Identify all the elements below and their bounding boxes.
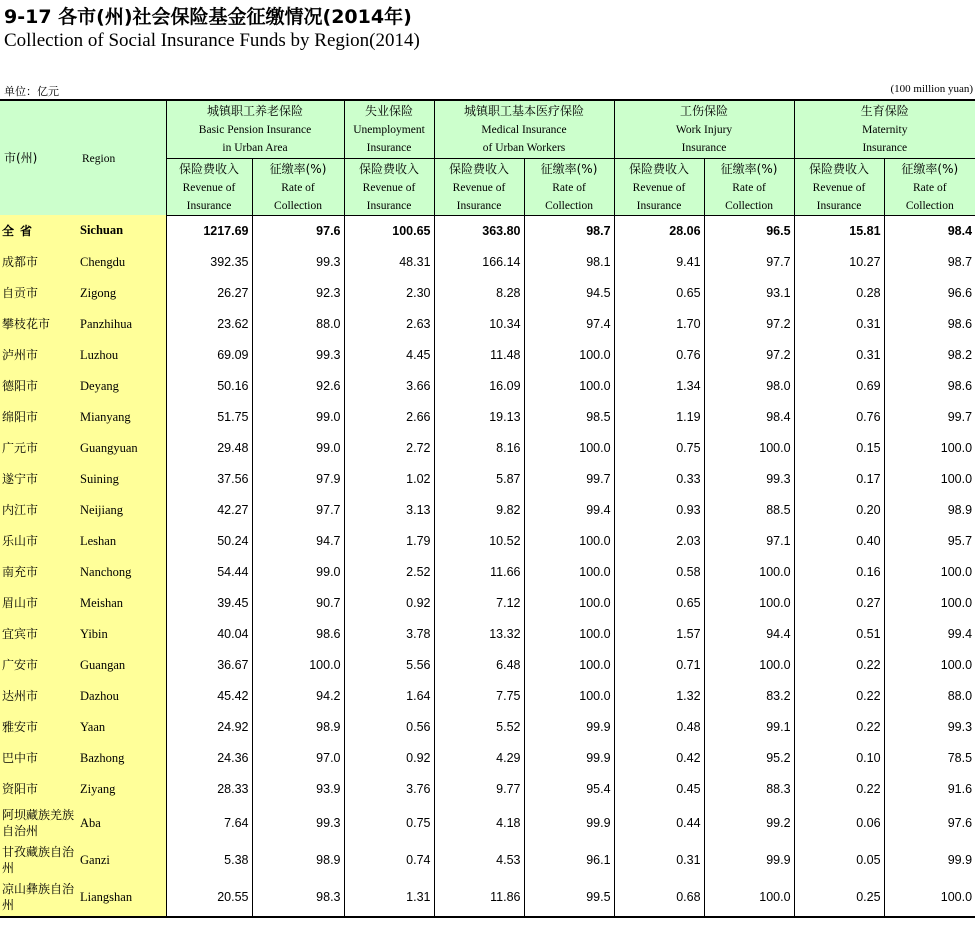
sub-header-revenue: 保险费收入 Revenue of Insurance bbox=[434, 158, 524, 215]
work-injury-rate-cell: 99.9 bbox=[704, 842, 794, 879]
medical-rate-cell: 100.0 bbox=[524, 433, 614, 464]
pension-revenue-cell: 42.27 bbox=[166, 495, 252, 526]
maternity-revenue-cell: 0.40 bbox=[794, 526, 884, 557]
medical-rate-cell: 98.1 bbox=[524, 247, 614, 278]
region-name-en: Chengdu bbox=[78, 247, 166, 278]
region-name-cn: 自贡市 bbox=[0, 278, 78, 309]
region-name-cn: 雅安市 bbox=[0, 712, 78, 743]
table-row bbox=[0, 805, 975, 842]
work-injury-rate-cell: 95.2 bbox=[704, 743, 794, 774]
work-injury-revenue-cell: 0.71 bbox=[614, 650, 704, 681]
unemployment-revenue-cell: 1.64 bbox=[344, 681, 434, 712]
maternity-revenue-cell: 0.20 bbox=[794, 495, 884, 526]
unemployment-revenue-cell: 0.92 bbox=[344, 588, 434, 619]
region-name-cn: 内江市 bbox=[0, 495, 78, 526]
work-injury-rate-cell: 97.1 bbox=[704, 526, 794, 557]
maternity-rate-cell: 99.9 bbox=[947, 853, 973, 867]
pension-revenue-cell: 37.56 bbox=[166, 464, 252, 495]
medical-revenue-cell: 9.82 bbox=[434, 495, 524, 526]
work-injury-rate-cell: 99.2 bbox=[704, 805, 794, 842]
pension-rate-cell: 94.7 bbox=[252, 526, 344, 557]
medical-revenue-cell: 5.87 bbox=[434, 464, 524, 495]
maternity-rate-cell: 100.0 bbox=[940, 596, 973, 610]
table-row bbox=[0, 681, 975, 712]
pension-revenue-cell: 51.75 bbox=[166, 402, 252, 433]
region-name-cn: 达州市 bbox=[0, 681, 78, 712]
maternity-revenue-cell: 0.69 bbox=[794, 371, 884, 402]
medical-revenue-cell: 8.16 bbox=[434, 433, 524, 464]
region-name-cn: 宜宾市 bbox=[0, 619, 78, 650]
table-row bbox=[0, 309, 975, 340]
maternity-rate-cell: 91.6 bbox=[947, 782, 973, 796]
maternity-rate-cell: 98.9 bbox=[947, 503, 973, 517]
pension-revenue-cell: 69.09 bbox=[166, 340, 252, 371]
unemployment-revenue-cell: 3.13 bbox=[344, 495, 434, 526]
work-injury-revenue-cell: 28.06 bbox=[614, 215, 704, 247]
pension-rate-cell: 97.9 bbox=[252, 464, 344, 495]
medical-revenue-cell: 4.18 bbox=[434, 805, 524, 842]
region-name-en: Meishan bbox=[78, 588, 166, 619]
medical-revenue-cell: 11.48 bbox=[434, 340, 524, 371]
medical-revenue-cell: 10.34 bbox=[434, 309, 524, 340]
pension-revenue-cell: 39.45 bbox=[166, 588, 252, 619]
work-injury-revenue-cell: 0.33 bbox=[614, 464, 704, 495]
work-injury-revenue-cell: 0.65 bbox=[614, 588, 704, 619]
pension-rate-cell: 90.7 bbox=[252, 588, 344, 619]
pension-rate-cell: 92.6 bbox=[252, 371, 344, 402]
table-row bbox=[0, 247, 975, 278]
pension-rate-cell: 88.0 bbox=[252, 309, 344, 340]
table-row bbox=[0, 557, 975, 588]
region-name-cn: 资阳市 bbox=[0, 774, 78, 805]
medical-revenue-cell: 6.48 bbox=[434, 650, 524, 681]
pension-rate-cell: 99.3 bbox=[252, 340, 344, 371]
region-name-cn: 全省 bbox=[0, 215, 78, 247]
table-row bbox=[0, 650, 975, 681]
region-name-en: Zigong bbox=[78, 278, 166, 309]
region-name-en: Yibin bbox=[78, 619, 166, 650]
pension-revenue-cell: 40.04 bbox=[166, 619, 252, 650]
work-injury-rate-cell: 96.5 bbox=[704, 215, 794, 247]
medical-rate-cell: 99.9 bbox=[524, 805, 614, 842]
maternity-revenue-cell: 0.25 bbox=[794, 879, 884, 917]
region-name-cn: 阿坝藏族羌族自治州 bbox=[0, 805, 78, 842]
region-name-cn: 南充市 bbox=[0, 557, 78, 588]
medical-rate-cell: 99.4 bbox=[524, 495, 614, 526]
work-injury-revenue-cell: 0.44 bbox=[614, 805, 704, 842]
page-title: 9-17 各市(州)社会保险基金征缴情况(2014年) bbox=[4, 6, 412, 28]
region-name-en: Ganzi bbox=[78, 842, 166, 879]
maternity-revenue-cell: 0.27 bbox=[794, 588, 884, 619]
medical-rate-cell: 95.4 bbox=[524, 774, 614, 805]
region-name-en: Neijiang bbox=[78, 495, 166, 526]
maternity-revenue-cell: 0.06 bbox=[794, 805, 884, 842]
unemployment-revenue-cell: 3.76 bbox=[344, 774, 434, 805]
unemployment-revenue-cell: 5.56 bbox=[344, 650, 434, 681]
medical-rate-cell: 100.0 bbox=[524, 588, 614, 619]
pension-revenue-cell: 50.16 bbox=[166, 371, 252, 402]
medical-rate-cell: 98.5 bbox=[524, 402, 614, 433]
region-name-en: Guangyuan bbox=[78, 433, 166, 464]
region-name-cn: 眉山市 bbox=[0, 588, 78, 619]
region-name-en: Liangshan bbox=[78, 879, 166, 917]
work-injury-rate-cell: 100.0 bbox=[704, 433, 794, 464]
unemployment-revenue-cell: 0.75 bbox=[344, 805, 434, 842]
work-injury-revenue-cell: 9.41 bbox=[614, 247, 704, 278]
work-injury-revenue-cell: 0.93 bbox=[614, 495, 704, 526]
region-name-en: Panzhihua bbox=[78, 309, 166, 340]
maternity-revenue-cell: 0.31 bbox=[794, 309, 884, 340]
maternity-rate-cell: 95.7 bbox=[947, 534, 973, 548]
unemployment-revenue-cell: 0.56 bbox=[344, 712, 434, 743]
table-header bbox=[0, 100, 975, 215]
maternity-rate-cell: 100.0 bbox=[940, 472, 973, 486]
group-header-medical: 城镇职工基本医疗保险 Medical Insurance of Urban Workers bbox=[434, 100, 614, 158]
group-header-work-injury: 工伤保险 Work Injury Insurance bbox=[614, 100, 794, 158]
maternity-revenue-cell: 0.17 bbox=[794, 464, 884, 495]
maternity-rate-cell: 100.0 bbox=[884, 879, 975, 917]
maternity-rate-cell: 99.7 bbox=[947, 410, 973, 424]
unemployment-revenue-cell: 0.74 bbox=[344, 842, 434, 879]
medical-rate-cell: 100.0 bbox=[524, 557, 614, 588]
pension-revenue-cell: 5.38 bbox=[166, 842, 252, 879]
pension-rate-cell: 93.9 bbox=[252, 774, 344, 805]
unemployment-revenue-cell: 2.30 bbox=[344, 278, 434, 309]
maternity-rate-cell: 98.4 bbox=[947, 224, 973, 238]
medical-rate-cell: 100.0 bbox=[524, 681, 614, 712]
sub-header-revenue: 保险费收入 Revenue of Insurance bbox=[166, 158, 252, 215]
pension-rate-cell: 100.0 bbox=[252, 650, 344, 681]
medical-revenue-cell: 4.53 bbox=[434, 842, 524, 879]
work-injury-rate-cell: 100.0 bbox=[704, 879, 794, 917]
work-injury-revenue-cell: 2.03 bbox=[614, 526, 704, 557]
region-name-en: Dazhou bbox=[78, 681, 166, 712]
medical-rate-cell: 100.0 bbox=[524, 650, 614, 681]
medical-revenue-cell: 16.09 bbox=[434, 371, 524, 402]
work-injury-revenue-cell: 0.45 bbox=[614, 774, 704, 805]
pension-rate-cell: 99.0 bbox=[252, 402, 344, 433]
medical-revenue-cell: 5.52 bbox=[434, 712, 524, 743]
pension-revenue-cell: 392.35 bbox=[166, 247, 252, 278]
group-header-pension: 城镇职工养老保险 Basic Pension Insurance in Urban Area bbox=[166, 100, 344, 158]
work-injury-revenue-cell: 1.57 bbox=[614, 619, 704, 650]
work-injury-rate-cell: 97.2 bbox=[704, 309, 794, 340]
pension-revenue-cell: 23.62 bbox=[166, 309, 252, 340]
unit-label-en: (100 million yuan) bbox=[890, 83, 973, 95]
pension-rate-cell: 98.3 bbox=[252, 879, 344, 917]
table-body bbox=[0, 215, 975, 917]
region-name-cn: 广安市 bbox=[0, 650, 78, 681]
pension-rate-cell: 99.0 bbox=[252, 557, 344, 588]
work-injury-rate-cell: 100.0 bbox=[704, 588, 794, 619]
table-row bbox=[0, 879, 975, 917]
medical-rate-cell: 96.1 bbox=[524, 842, 614, 879]
medical-rate-cell: 100.0 bbox=[524, 619, 614, 650]
medical-rate-cell: 98.7 bbox=[524, 215, 614, 247]
maternity-rate-cell: 100.0 bbox=[940, 441, 973, 455]
unit-label: 单位：亿元 bbox=[4, 85, 59, 98]
maternity-revenue-cell: 0.51 bbox=[794, 619, 884, 650]
unemployment-revenue-cell: 0.92 bbox=[344, 743, 434, 774]
unemployment-revenue-cell: 2.63 bbox=[344, 309, 434, 340]
unemployment-revenue-cell: 2.52 bbox=[344, 557, 434, 588]
sub-header-revenue: 保险费收入 Revenue of Insurance bbox=[794, 158, 884, 215]
medical-revenue-cell: 10.52 bbox=[434, 526, 524, 557]
maternity-revenue-cell: 0.15 bbox=[794, 433, 884, 464]
maternity-revenue-cell: 0.28 bbox=[794, 278, 884, 309]
region-name-en: Yaan bbox=[78, 712, 166, 743]
maternity-revenue-cell: 0.16 bbox=[794, 557, 884, 588]
page-subtitle: Collection of Social Insurance Funds by Region(2014) bbox=[4, 30, 420, 51]
maternity-rate-cell: 98.2 bbox=[947, 348, 973, 362]
region-name-en: Sichuan bbox=[78, 215, 166, 247]
work-injury-rate-cell: 97.2 bbox=[704, 340, 794, 371]
sub-header-rate: 征缴率(%) Rate of Collection bbox=[704, 158, 794, 215]
maternity-revenue-cell: 0.22 bbox=[794, 712, 884, 743]
unemployment-revenue-cell: 4.45 bbox=[344, 340, 434, 371]
pension-revenue-cell: 28.33 bbox=[166, 774, 252, 805]
pension-revenue-cell: 36.67 bbox=[166, 650, 252, 681]
table-row bbox=[0, 526, 975, 557]
table-row bbox=[0, 215, 975, 247]
pension-rate-cell: 98.9 bbox=[252, 842, 344, 879]
region-name-en: Suining bbox=[78, 464, 166, 495]
work-injury-revenue-cell: 1.34 bbox=[614, 371, 704, 402]
maternity-revenue-cell: 0.22 bbox=[794, 650, 884, 681]
region-name-cn: 遂宁市 bbox=[0, 464, 78, 495]
region-name-cn: 乐山市 bbox=[0, 526, 78, 557]
medical-revenue-cell: 4.29 bbox=[434, 743, 524, 774]
maternity-revenue-cell: 0.22 bbox=[794, 774, 884, 805]
region-name-cn: 凉山彝族自治州 bbox=[0, 879, 78, 917]
region-name-cn: 泸州市 bbox=[0, 340, 78, 371]
medical-rate-cell: 94.5 bbox=[524, 278, 614, 309]
maternity-revenue-cell: 0.22 bbox=[794, 681, 884, 712]
unemployment-revenue-cell: 3.66 bbox=[344, 371, 434, 402]
table-row bbox=[0, 712, 975, 743]
maternity-rate-cell: 99.3 bbox=[947, 720, 973, 734]
sub-header-rate: 征缴率(%) Rate of Collection bbox=[884, 158, 975, 215]
region-cn-header: 市(州) bbox=[0, 100, 78, 215]
medical-revenue-cell: 9.77 bbox=[434, 774, 524, 805]
work-injury-rate-cell: 88.5 bbox=[704, 495, 794, 526]
work-injury-revenue-cell: 0.58 bbox=[614, 557, 704, 588]
pension-revenue-cell: 29.48 bbox=[166, 433, 252, 464]
work-injury-revenue-cell: 0.42 bbox=[614, 743, 704, 774]
table-row bbox=[0, 464, 975, 495]
work-injury-rate-cell: 94.4 bbox=[704, 619, 794, 650]
table-row bbox=[0, 588, 975, 619]
medical-rate-cell: 99.9 bbox=[524, 743, 614, 774]
unemployment-revenue-cell: 48.31 bbox=[344, 247, 434, 278]
table-row bbox=[0, 278, 975, 309]
medical-revenue-cell: 7.75 bbox=[434, 681, 524, 712]
unemployment-revenue-cell: 100.65 bbox=[344, 215, 434, 247]
work-injury-revenue-cell: 0.65 bbox=[614, 278, 704, 309]
work-injury-rate-cell: 98.4 bbox=[704, 402, 794, 433]
pension-rate-cell: 94.2 bbox=[252, 681, 344, 712]
work-injury-rate-cell: 88.3 bbox=[704, 774, 794, 805]
maternity-rate-cell: 96.6 bbox=[947, 286, 973, 300]
work-injury-revenue-cell: 0.31 bbox=[614, 842, 704, 879]
maternity-rate-cell: 100.0 bbox=[940, 658, 973, 672]
region-name-en: Mianyang bbox=[78, 402, 166, 433]
medical-rate-cell: 100.0 bbox=[524, 526, 614, 557]
group-header-maternity: 生育保险 Maternity Insurance bbox=[794, 100, 975, 158]
maternity-rate-cell: 88.0 bbox=[947, 689, 973, 703]
maternity-rate-cell: 97.6 bbox=[947, 816, 973, 830]
pension-rate-cell: 97.7 bbox=[252, 495, 344, 526]
work-injury-revenue-cell: 1.70 bbox=[614, 309, 704, 340]
medical-revenue-cell: 7.12 bbox=[434, 588, 524, 619]
maternity-revenue-cell: 0.31 bbox=[794, 340, 884, 371]
work-injury-rate-cell: 99.3 bbox=[704, 464, 794, 495]
region-name-en: Guangan bbox=[78, 650, 166, 681]
sub-header-revenue: 保险费收入 Revenue of Insurance bbox=[614, 158, 704, 215]
maternity-rate-cell: 98.7 bbox=[947, 255, 973, 269]
region-name-cn: 德阳市 bbox=[0, 371, 78, 402]
maternity-revenue-cell: 10.27 bbox=[794, 247, 884, 278]
pension-revenue-cell: 50.24 bbox=[166, 526, 252, 557]
region-name-cn: 绵阳市 bbox=[0, 402, 78, 433]
region-name-cn: 广元市 bbox=[0, 433, 78, 464]
maternity-revenue-cell: 0.10 bbox=[794, 743, 884, 774]
group-header-unemployment: 失业保险 Unemployment Insurance bbox=[344, 100, 434, 158]
region-name-en: Nanchong bbox=[78, 557, 166, 588]
medical-rate-cell: 97.4 bbox=[524, 309, 614, 340]
region-name-cn: 成都市 bbox=[0, 247, 78, 278]
region-en-header: Region bbox=[78, 100, 166, 215]
region-name-cn: 巴中市 bbox=[0, 743, 78, 774]
pension-rate-cell: 98.9 bbox=[252, 712, 344, 743]
region-name-cn: 攀枝花市 bbox=[0, 309, 78, 340]
maternity-rate-cell: 78.5 bbox=[947, 751, 973, 765]
pension-revenue-cell: 54.44 bbox=[166, 557, 252, 588]
region-name-en: Aba bbox=[78, 805, 166, 842]
work-injury-rate-cell: 83.2 bbox=[704, 681, 794, 712]
region-name-en: Bazhong bbox=[78, 743, 166, 774]
medical-revenue-cell: 166.14 bbox=[434, 247, 524, 278]
pension-rate-cell: 99.3 bbox=[252, 805, 344, 842]
table-row bbox=[0, 340, 975, 371]
maternity-rate-cell: 99.4 bbox=[947, 627, 973, 641]
sub-header-rate: 征缴率(%) Rate of Collection bbox=[524, 158, 614, 215]
table-row bbox=[0, 371, 975, 402]
unemployment-revenue-cell: 3.78 bbox=[344, 619, 434, 650]
region-name-cn: 甘孜藏族自治州 bbox=[0, 842, 78, 879]
work-injury-rate-cell: 100.0 bbox=[704, 557, 794, 588]
work-injury-rate-cell: 98.0 bbox=[704, 371, 794, 402]
sub-header-revenue: 保险费收入 Revenue of Insurance bbox=[344, 158, 434, 215]
unemployment-revenue-cell: 2.66 bbox=[344, 402, 434, 433]
pension-revenue-cell: 26.27 bbox=[166, 278, 252, 309]
medical-rate-cell: 99.5 bbox=[524, 879, 614, 917]
medical-revenue-cell: 363.80 bbox=[434, 215, 524, 247]
medical-rate-cell: 100.0 bbox=[524, 340, 614, 371]
work-injury-rate-cell: 97.7 bbox=[704, 247, 794, 278]
table-row bbox=[0, 774, 975, 805]
work-injury-revenue-cell: 0.76 bbox=[614, 340, 704, 371]
pension-revenue-cell: 20.55 bbox=[166, 879, 252, 917]
unemployment-revenue-cell: 1.31 bbox=[344, 879, 434, 917]
medical-revenue-cell: 8.28 bbox=[434, 278, 524, 309]
pension-rate-cell: 99.0 bbox=[252, 433, 344, 464]
table-row bbox=[0, 842, 975, 879]
work-injury-rate-cell: 100.0 bbox=[704, 650, 794, 681]
region-name-en: Luzhou bbox=[78, 340, 166, 371]
maternity-revenue-cell: 0.05 bbox=[794, 842, 884, 879]
region-name-en: Ziyang bbox=[78, 774, 166, 805]
maternity-rate-cell: 100.0 bbox=[940, 565, 973, 579]
insurance-table bbox=[0, 99, 975, 918]
pension-revenue-cell: 24.36 bbox=[166, 743, 252, 774]
maternity-rate-cell: 98.6 bbox=[947, 379, 973, 393]
pension-rate-cell: 99.3 bbox=[252, 247, 344, 278]
medical-rate-cell: 99.7 bbox=[524, 464, 614, 495]
pension-revenue-cell: 7.64 bbox=[166, 805, 252, 842]
maternity-revenue-cell: 0.76 bbox=[794, 402, 884, 433]
medical-revenue-cell: 19.13 bbox=[434, 402, 524, 433]
medical-revenue-cell: 11.86 bbox=[434, 879, 524, 917]
pension-revenue-cell: 1217.69 bbox=[166, 215, 252, 247]
region-name-en: Deyang bbox=[78, 371, 166, 402]
work-injury-rate-cell: 93.1 bbox=[704, 278, 794, 309]
work-injury-revenue-cell: 1.32 bbox=[614, 681, 704, 712]
maternity-rate-cell: 98.6 bbox=[947, 317, 973, 331]
unemployment-revenue-cell: 1.79 bbox=[344, 526, 434, 557]
sub-header-rate: 征缴率(%) Rate of Collection bbox=[252, 158, 344, 215]
medical-revenue-cell: 13.32 bbox=[434, 619, 524, 650]
pension-revenue-cell: 45.42 bbox=[166, 681, 252, 712]
maternity-revenue-cell: 15.81 bbox=[794, 215, 884, 247]
pension-rate-cell: 92.3 bbox=[252, 278, 344, 309]
pension-rate-cell: 97.0 bbox=[252, 743, 344, 774]
pension-rate-cell: 98.6 bbox=[252, 619, 344, 650]
unemployment-revenue-cell: 2.72 bbox=[344, 433, 434, 464]
work-injury-revenue-cell: 0.68 bbox=[614, 879, 704, 917]
region-name-en: Leshan bbox=[78, 526, 166, 557]
table-row bbox=[0, 433, 975, 464]
pension-rate-cell: 97.6 bbox=[252, 215, 344, 247]
work-injury-rate-cell: 99.1 bbox=[704, 712, 794, 743]
medical-rate-cell: 99.9 bbox=[524, 712, 614, 743]
work-injury-revenue-cell: 0.48 bbox=[614, 712, 704, 743]
table-row bbox=[0, 495, 975, 526]
medical-rate-cell: 100.0 bbox=[524, 371, 614, 402]
work-injury-revenue-cell: 1.19 bbox=[614, 402, 704, 433]
medical-revenue-cell: 11.66 bbox=[434, 557, 524, 588]
table-row bbox=[0, 402, 975, 433]
pension-revenue-cell: 24.92 bbox=[166, 712, 252, 743]
table-row bbox=[0, 743, 975, 774]
unemployment-revenue-cell: 1.02 bbox=[344, 464, 434, 495]
table-row bbox=[0, 619, 975, 650]
work-injury-revenue-cell: 0.75 bbox=[614, 433, 704, 464]
